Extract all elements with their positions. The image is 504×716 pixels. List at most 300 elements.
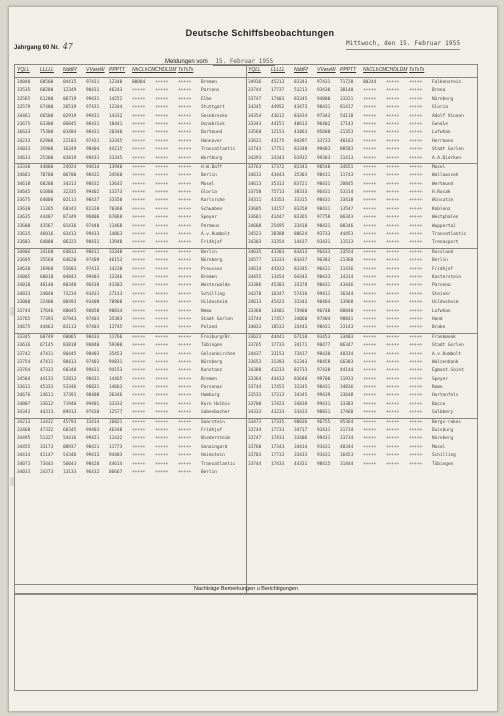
report-row <box>246 214 477 222</box>
report-value: 34345 <box>248 105 262 111</box>
report-row <box>246 189 477 197</box>
report-value: +++++ <box>178 173 192 179</box>
report-value: 06700 <box>63 173 77 179</box>
report-value: +++++ <box>155 88 169 94</box>
ship-name: Parcens <box>201 88 220 94</box>
report-value: 34618 <box>17 181 31 187</box>
report-value: +++++ <box>409 121 423 127</box>
ship-name: Hartenfels <box>432 393 459 399</box>
report-value: 80493 <box>63 300 77 306</box>
report-value: +++++ <box>155 410 169 416</box>
report-value: +++++ <box>386 461 400 467</box>
report-value: 33354 <box>271 240 285 246</box>
report-value: 33765 <box>17 316 31 322</box>
report-value: 46016 <box>40 232 54 238</box>
report-value: +++++ <box>409 80 423 85</box>
report-value: 16960 <box>40 266 54 272</box>
report-value: 44333 <box>271 266 285 272</box>
report-value: 33611 <box>17 385 31 391</box>
report-value: 67400 <box>40 105 54 111</box>
report-value: 40613 <box>294 121 308 127</box>
report-value: 33414 <box>86 419 100 425</box>
report-value: 53346 <box>63 385 77 391</box>
report-value: 18533 <box>271 325 285 331</box>
report-value: 14314 <box>340 274 354 280</box>
report-value: 41147 <box>40 453 54 459</box>
report-value: 13968 <box>340 300 354 306</box>
column-header: TsTsTs <box>409 67 425 73</box>
report-row <box>15 409 246 417</box>
report-value: 13383 <box>340 401 354 407</box>
ship-name: Stuttgart <box>201 105 225 111</box>
report-value: +++++ <box>363 368 377 374</box>
report-value: 83113 <box>63 325 77 331</box>
ship-name: Konstanz <box>201 368 223 374</box>
report-value: +++++ <box>386 274 400 280</box>
report-value: +++++ <box>132 334 146 340</box>
report-value: 24924 <box>63 164 77 170</box>
report-value: +++++ <box>386 113 400 119</box>
report-value: 43303 <box>109 283 123 289</box>
report-value: +++++ <box>409 206 423 212</box>
report-value: +++++ <box>363 401 377 407</box>
report-value: +++++ <box>409 88 423 94</box>
report-value: 06845 <box>63 121 77 127</box>
report-value: 95608 <box>317 130 331 136</box>
report-value: 53314 <box>340 190 354 196</box>
report-value: +++++ <box>178 368 192 374</box>
report-value: 34836 <box>340 385 354 391</box>
ship-name: A.v.Humbolt <box>201 232 231 238</box>
report-value: 13940 <box>109 240 123 246</box>
report-value: 71720 <box>340 80 354 85</box>
right-report-column <box>246 79 477 469</box>
ship-name: Niedersteim <box>201 436 231 442</box>
report-value: 99403 <box>86 428 100 434</box>
report-row <box>15 79 246 87</box>
report-value: 33565 <box>17 96 31 102</box>
report-value: 17343 <box>271 444 285 450</box>
report-value: +++++ <box>155 80 169 85</box>
report-row <box>246 409 477 417</box>
ship-name: Steiner <box>432 291 451 297</box>
report-value: +++++ <box>178 453 192 459</box>
date-underline <box>346 49 460 50</box>
report-value: 98411 <box>317 173 331 179</box>
ship-name: Poland <box>201 325 217 331</box>
report-value: 70360 <box>109 206 123 212</box>
report-value: +++++ <box>155 376 169 382</box>
report-value: 80045 <box>63 308 77 314</box>
report-value: 33744 <box>248 316 262 322</box>
ship-name: A.A.Dierken <box>432 155 462 161</box>
report-value: 83348 <box>294 147 308 153</box>
report-value: 33758 <box>248 190 262 196</box>
report-value: +++++ <box>178 138 192 144</box>
ship-name: Tübingen <box>432 461 454 467</box>
ship-name: Karlsruhe <box>201 198 225 204</box>
report-value: +++++ <box>155 215 169 221</box>
ship-name: Parsenas <box>201 385 223 391</box>
report-value: +++++ <box>409 410 423 416</box>
report-value: 60200 <box>40 181 54 187</box>
report-value: 13643 <box>109 181 123 187</box>
report-value: +++++ <box>132 410 146 416</box>
report-value: 11933 <box>340 376 354 382</box>
report-value: 34313 <box>63 181 77 187</box>
report-value: +++++ <box>363 461 377 467</box>
report-value: 45213 <box>271 80 285 85</box>
report-value: 33744 <box>17 308 31 314</box>
report-value: 13346 <box>109 274 123 280</box>
report-value: 34630 <box>17 266 31 272</box>
report-value: 33345 <box>294 385 308 391</box>
report-value: +++++ <box>363 444 377 450</box>
report-value: 47411 <box>40 351 54 357</box>
report-value: +++++ <box>155 469 169 475</box>
left-report-column <box>15 79 246 477</box>
report-value: 61343 <box>294 359 308 365</box>
report-value: 17313 <box>271 393 285 399</box>
report-value: 40334 <box>340 351 354 357</box>
report-value: 06719 <box>63 96 77 102</box>
report-value: +++++ <box>363 436 377 442</box>
report-value: 17423 <box>271 401 285 407</box>
report-value: +++++ <box>155 359 169 365</box>
report-value: +++++ <box>132 325 146 331</box>
report-value: 33386 <box>248 283 262 289</box>
report-value: 99421 <box>86 436 100 442</box>
column-header: YQLL <box>17 67 30 73</box>
report-value: 34006 <box>17 249 31 255</box>
report-value: 80624 <box>294 232 308 238</box>
report-row <box>15 367 246 375</box>
report-value: 33533 <box>248 393 262 399</box>
report-value: 99303 <box>317 155 331 161</box>
report-value: 43233 <box>271 410 285 416</box>
report-value: 35453 <box>109 351 123 357</box>
ship-name: Elbe <box>201 96 212 102</box>
report-value: +++++ <box>386 198 400 204</box>
report-value: +++++ <box>409 283 423 289</box>
report-value: +++++ <box>386 325 400 331</box>
report-row <box>15 239 246 247</box>
report-value: +++++ <box>409 232 423 238</box>
report-value: 94153 <box>109 368 123 374</box>
report-value: 24611 <box>40 393 54 399</box>
report-value: 17751 <box>271 147 285 153</box>
report-value: +++++ <box>363 343 377 349</box>
report-row <box>15 146 246 154</box>
ship-name: Parsena <box>432 283 451 289</box>
ship-name: Bremen <box>201 376 217 382</box>
report-value: 12340 <box>109 80 123 85</box>
report-row <box>246 249 477 257</box>
report-value: 41447 <box>271 215 285 221</box>
report-value: 25300 <box>40 155 54 161</box>
report-value: +++++ <box>363 198 377 204</box>
report-value: 83434 <box>294 113 308 119</box>
report-value: 62900 <box>40 138 54 144</box>
report-value: +++++ <box>178 291 192 297</box>
ship-name: Korn Hulbis <box>201 401 231 407</box>
report-value: +++++ <box>132 147 146 153</box>
report-value: 31444 <box>340 461 354 467</box>
report-value: 33747 <box>248 436 262 442</box>
report-value: 97431 <box>86 105 100 111</box>
report-value: +++++ <box>386 343 400 349</box>
report-value: +++++ <box>409 147 423 153</box>
report-row <box>246 376 477 384</box>
report-value: 14663 <box>109 385 123 391</box>
report-value: 14465 <box>109 376 123 382</box>
report-value: 26519 <box>63 105 77 111</box>
report-value: 16349 <box>63 147 77 153</box>
report-row <box>246 334 477 342</box>
column-header: NhCLhCM <box>363 67 387 73</box>
report-value: 96806 <box>86 215 100 221</box>
report-value: 33343 <box>271 155 285 161</box>
report-value: 64620 <box>63 258 77 264</box>
report-value: 73417 <box>294 351 308 357</box>
report-row <box>15 299 246 307</box>
report-value: 33675 <box>17 121 31 127</box>
report-value: 04415 <box>63 80 77 85</box>
ship-name: Saarstein <box>201 419 225 425</box>
report-value: +++++ <box>386 215 400 221</box>
report-value: 34633 <box>17 155 31 161</box>
report-value: +++++ <box>409 376 423 382</box>
report-value: 44313 <box>40 410 54 416</box>
report-row <box>246 427 477 435</box>
column-header: YQLL <box>248 67 261 73</box>
report-value: 34613 <box>248 173 262 179</box>
report-value: 81417 <box>340 105 354 111</box>
report-row <box>15 113 246 121</box>
report-value: +++++ <box>386 88 400 94</box>
report-value: 88583 <box>340 147 354 153</box>
report-value: 14252 <box>109 96 123 102</box>
report-value: 93431 <box>86 291 100 297</box>
report-value: 75713 <box>271 190 285 196</box>
ship-name: Osnabrück <box>201 121 225 127</box>
report-row <box>246 461 477 469</box>
report-value: 36346 <box>109 393 123 399</box>
report-value: 99431 <box>86 113 100 119</box>
report-value: +++++ <box>132 461 146 467</box>
report-value: +++++ <box>132 206 146 212</box>
report-value: 52833 <box>63 376 77 382</box>
report-value: +++++ <box>409 368 423 374</box>
report-value: +++++ <box>155 351 169 357</box>
report-value: +++++ <box>132 393 146 399</box>
report-value: 34455 <box>248 274 262 280</box>
report-value: +++++ <box>178 215 192 221</box>
report-value: +++++ <box>155 121 169 127</box>
report-value: 43233 <box>271 368 285 374</box>
report-value: 99431 <box>86 96 100 102</box>
report-value: 34233 <box>17 138 31 144</box>
report-value: 33364 <box>248 376 262 382</box>
report-value: +++++ <box>386 266 400 272</box>
report-value: 83343 <box>294 80 308 85</box>
report-value: 33433 <box>294 453 308 459</box>
report-value: +++++ <box>178 164 192 170</box>
report-value: +++++ <box>386 401 400 407</box>
report-value: 10441 <box>109 121 123 127</box>
ship-name: Speyer <box>432 376 448 382</box>
ship-name: Gabenbacher <box>201 410 231 416</box>
report-value: 14157 <box>271 206 285 212</box>
report-value: 97409 <box>86 258 100 264</box>
report-value: +++++ <box>386 334 400 340</box>
report-row <box>246 291 477 299</box>
report-value: +++++ <box>386 249 400 255</box>
ship-name: Trenasport <box>432 240 459 246</box>
report-value: 33605 <box>248 206 262 212</box>
report-row <box>15 282 246 290</box>
report-value: 00937 <box>63 444 77 450</box>
report-value: 17646 <box>40 308 54 314</box>
report-value: 89413 <box>63 410 77 416</box>
report-value: 44614 <box>109 461 123 467</box>
report-value: 20340 <box>109 130 123 136</box>
report-value: +++++ <box>409 308 423 314</box>
report-value: 96858 <box>86 308 100 314</box>
report-row <box>246 401 477 409</box>
report-value: 60200 <box>40 88 54 94</box>
report-row <box>15 359 246 367</box>
ship-name: Lufwhan <box>432 130 451 136</box>
report-value: +++++ <box>178 376 192 382</box>
report-value: +++++ <box>132 258 146 264</box>
report-value: +++++ <box>132 173 146 179</box>
report-value: 57416 <box>294 291 308 297</box>
report-value: 33675 <box>17 198 31 204</box>
report-value: 98433 <box>86 334 100 340</box>
report-value: +++++ <box>178 266 192 272</box>
report-value: 34033 <box>17 291 31 297</box>
report-value: 33345 <box>109 138 123 144</box>
report-value: 33615 <box>17 232 31 238</box>
report-value: 38333 <box>294 190 308 196</box>
report-value: 25495 <box>271 223 285 229</box>
report-value: 44331 <box>294 461 308 467</box>
report-value: 99401 <box>86 401 100 407</box>
report-value: 17460 <box>340 410 354 416</box>
report-value: 17733 <box>271 428 285 434</box>
report-value: 11436 <box>340 266 354 272</box>
report-row <box>246 155 477 163</box>
column-header: PPPTT <box>340 67 357 73</box>
ship-name: Fridhjof <box>201 428 223 434</box>
report-value: +++++ <box>178 469 192 475</box>
ship-name: H.Rosak <box>432 190 451 196</box>
ship-name: Dortmund <box>201 130 223 136</box>
report-row <box>15 384 246 392</box>
report-value: 34010 <box>17 283 31 289</box>
report-value: +++++ <box>155 368 169 374</box>
report-value: 99431 <box>86 368 100 374</box>
ship-name: Brake <box>432 325 446 331</box>
ship-name: Fridhjof <box>432 266 454 272</box>
report-value: 84397 <box>294 138 308 144</box>
report-value: 54346 <box>63 453 77 459</box>
report-value: +++++ <box>178 300 192 306</box>
report-value: 17335 <box>271 419 285 425</box>
report-value: 44441 <box>271 334 285 340</box>
report-row <box>246 146 477 154</box>
report-value: +++++ <box>155 419 169 425</box>
report-value: +++++ <box>155 105 169 111</box>
report-value: +++++ <box>409 334 423 340</box>
report-value: +++++ <box>363 113 377 119</box>
report-value: 45793 <box>63 419 77 425</box>
report-value: +++++ <box>363 223 377 229</box>
report-value: +++++ <box>132 198 146 204</box>
report-value: +++++ <box>363 181 377 187</box>
report-value: 97404 <box>317 316 331 322</box>
report-value: 33653 <box>248 359 262 365</box>
ship-name: Lufwhan <box>432 308 451 314</box>
report-value: +++++ <box>409 181 423 187</box>
report-value: +++++ <box>409 316 423 322</box>
report-value: 97438 <box>317 368 331 374</box>
jahrgang-label: Jahrgang 60 Nr. <box>14 45 60 51</box>
report-value: 67145 <box>40 343 54 349</box>
report-value: 33764 <box>17 368 31 374</box>
report-value: 99431 <box>86 155 100 161</box>
ship-name: Herrmann <box>432 138 454 144</box>
report-value: 33473 <box>248 419 262 425</box>
report-value: 60010 <box>40 274 54 280</box>
report-value: 56043 <box>63 461 77 467</box>
report-value: 34614 <box>248 266 262 272</box>
report-value: +++++ <box>132 385 146 391</box>
report-value: +++++ <box>132 232 146 238</box>
report-value: 33173 <box>40 444 54 450</box>
report-value: +++++ <box>363 206 377 212</box>
report-value: 33763 <box>248 164 262 170</box>
report-value: 33742 <box>17 351 31 357</box>
report-value: 44144 <box>340 368 354 374</box>
report-row <box>15 214 246 222</box>
report-value: 64000 <box>40 240 54 246</box>
report-value: 36344 <box>340 291 354 297</box>
ship-name: A.v.Humbolt <box>432 351 462 357</box>
report-value: 16821 <box>109 419 123 425</box>
report-value: +++++ <box>409 436 423 442</box>
report-value: 34645 <box>17 190 31 196</box>
report-value: +++++ <box>386 308 400 314</box>
report-value: +++++ <box>155 138 169 144</box>
report-value: 67068 <box>109 215 123 221</box>
report-row <box>246 359 477 367</box>
report-value: +++++ <box>409 343 423 349</box>
report-value: 98411 <box>86 249 100 255</box>
report-value: 33315 <box>294 198 308 204</box>
report-value: +++++ <box>386 240 400 246</box>
ship-name: Nürnberg <box>201 359 223 365</box>
ship-name: Berlin <box>201 249 217 255</box>
ship-name: Hamburg <box>201 393 220 399</box>
report-value: 83358 <box>294 206 308 212</box>
report-row <box>15 121 246 129</box>
report-value: 97758 <box>317 215 331 221</box>
report-value: +++++ <box>132 274 146 280</box>
report-value: +++++ <box>363 316 377 322</box>
report-value: 17733 <box>271 453 285 459</box>
